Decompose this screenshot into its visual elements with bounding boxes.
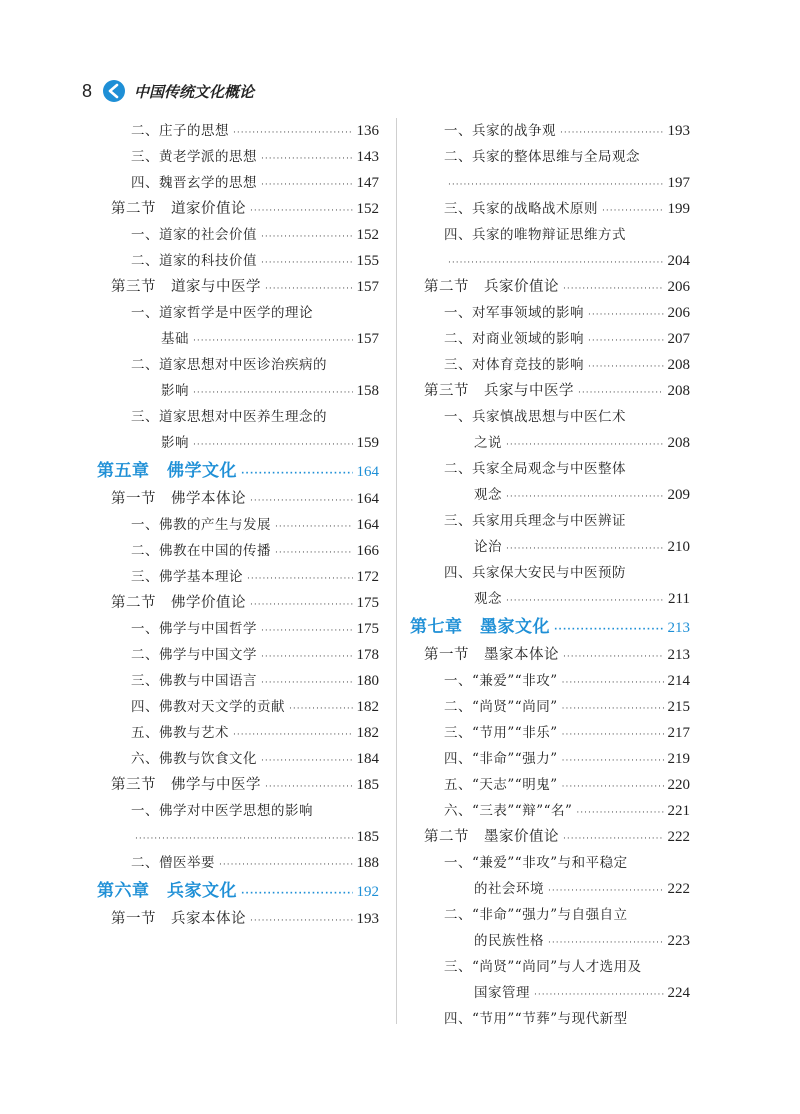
toc-entry[interactable] xyxy=(97,798,379,824)
toc-entry[interactable] xyxy=(97,222,379,248)
toc-entry-continuation[interactable] xyxy=(410,980,690,1006)
toc-entry[interactable] xyxy=(410,326,690,352)
toc-page-number: 204 xyxy=(667,253,690,269)
dot-leader xyxy=(233,120,353,146)
toc-entry-title: 二、对商业领域的影响 xyxy=(444,331,584,347)
toc-page-number: 172 xyxy=(356,569,379,585)
dot-leader xyxy=(588,328,664,354)
toc-page-number: 209 xyxy=(667,487,690,503)
toc-entry[interactable] xyxy=(97,538,379,564)
toc-section[interactable] xyxy=(97,590,379,616)
toc-entry[interactable] xyxy=(410,954,690,980)
dot-leader xyxy=(289,696,353,722)
toc-page-number: 152 xyxy=(356,201,379,217)
toc-entry[interactable] xyxy=(97,300,379,326)
toc-entry-title: 二、兵家的整体思维与全局观念 xyxy=(444,149,640,165)
dot-leader xyxy=(562,722,664,748)
toc-entry-title: 二、佛教在中国的传播 xyxy=(131,543,271,559)
toc-entry-title: 一、“兼爱”“非攻” xyxy=(444,673,558,689)
page-number: 8 xyxy=(82,80,93,101)
toc-entry-continuation[interactable] xyxy=(410,482,690,508)
toc-entry-title: 四、兵家保大安民与中医预防 xyxy=(444,565,626,581)
toc-entry[interactable] xyxy=(97,720,379,746)
toc-page-number: 136 xyxy=(356,123,379,139)
toc-entry-title: 四、“非命”“强力” xyxy=(444,751,558,767)
toc-page-number: 193 xyxy=(667,123,690,139)
toc-entry[interactable] xyxy=(97,170,379,196)
toc-entry-title: 基础 xyxy=(161,331,189,347)
dot-leader xyxy=(233,722,353,748)
toc-page-number: 175 xyxy=(356,621,379,637)
toc-entry-continuation[interactable] xyxy=(410,586,690,612)
toc-entry-title: 四、“节用”“节葬”与现代新型 xyxy=(444,1011,628,1027)
toc-entry-continuation[interactable] xyxy=(97,430,379,456)
toc-page-number: 208 xyxy=(667,435,690,451)
toc-entry-title: 五、“天志”“明鬼” xyxy=(444,777,558,793)
toc-page-number: 208 xyxy=(667,357,690,373)
toc-entry[interactable] xyxy=(410,1006,690,1032)
dot-leader xyxy=(265,774,353,800)
dot-leader xyxy=(506,588,664,614)
toc-entry-title: 一、“兼爱”“非攻”与和平稳定 xyxy=(444,855,628,871)
toc-entry[interactable] xyxy=(97,118,379,144)
toc-page-number: 207 xyxy=(667,331,690,347)
toc-entry[interactable] xyxy=(410,902,690,928)
toc-entry[interactable] xyxy=(410,118,690,144)
toc-entry-title: 一、兵家慎战思想与中医仁术 xyxy=(444,409,626,425)
toc-entry[interactable] xyxy=(410,850,690,876)
toc-entry-title: 第三节 佛学与中医学 xyxy=(111,777,261,793)
dot-leader xyxy=(560,120,664,146)
dot-leader xyxy=(250,592,353,618)
dot-leader xyxy=(563,276,664,302)
toc-page-number: 219 xyxy=(667,751,690,767)
toc-entry-title: 二、“非命”“强力”与自强自立 xyxy=(444,907,628,923)
toc-entry[interactable] xyxy=(97,248,379,274)
dot-leader xyxy=(534,982,664,1008)
toc-entry-title: 之说 xyxy=(474,435,502,451)
toc-entry[interactable] xyxy=(97,144,379,170)
toc-entry[interactable] xyxy=(97,404,379,430)
toc-entry-title: 三、佛教与中国语言 xyxy=(131,673,257,689)
toc-entry-title: 三、黄老学派的思想 xyxy=(131,149,257,165)
dot-leader xyxy=(193,380,353,406)
toc-entry-continuation[interactable] xyxy=(410,170,690,196)
toc-page-number: 221 xyxy=(667,803,690,819)
toc-page-number: 152 xyxy=(356,227,379,243)
toc-entry[interactable] xyxy=(410,300,690,326)
dot-leader xyxy=(548,878,664,904)
toc-page-number: 222 xyxy=(667,881,690,897)
toc-page-number: 217 xyxy=(667,725,690,741)
toc-entry-title: 二、道家思想对中医诊治疾病的 xyxy=(131,357,327,373)
toc-entry[interactable] xyxy=(97,616,379,642)
dot-leader xyxy=(261,224,353,250)
toc-page-number: 193 xyxy=(356,911,379,927)
toc-section[interactable] xyxy=(410,824,690,850)
toc-entry-continuation[interactable] xyxy=(97,824,379,850)
toc-entry-title: 一、佛学对中医学思想的影响 xyxy=(131,803,313,819)
toc-entry-title: 三、对体育竞技的影响 xyxy=(444,357,584,373)
toc-section[interactable] xyxy=(97,196,379,222)
toc-chapter[interactable] xyxy=(97,876,379,906)
toc-page-number: 222 xyxy=(667,829,690,845)
toc-entry[interactable] xyxy=(97,746,379,772)
dot-leader xyxy=(250,488,353,514)
dot-leader xyxy=(506,432,664,458)
running-header xyxy=(82,76,254,106)
toc-entry-continuation[interactable] xyxy=(410,534,690,560)
toc-page-number: 213 xyxy=(667,647,690,663)
toc-entry[interactable] xyxy=(410,508,690,534)
toc-chapter[interactable] xyxy=(410,612,690,642)
toc-left-column xyxy=(97,118,379,932)
toc-section[interactable] xyxy=(410,274,690,300)
toc-entry-continuation[interactable] xyxy=(410,248,690,274)
dot-leader xyxy=(275,540,353,566)
toc-entry-title: 第二节 道家价值论 xyxy=(111,201,246,217)
toc-entry-title: 二、“尚贤”“尚同” xyxy=(444,699,558,715)
toc-entry-title: 论治 xyxy=(474,539,502,555)
dot-leader xyxy=(562,748,664,774)
dot-leader xyxy=(448,250,664,276)
dot-leader xyxy=(602,198,664,224)
dot-leader xyxy=(506,484,664,510)
toc-page-number: 159 xyxy=(356,435,379,451)
toc-entry[interactable] xyxy=(410,668,690,694)
toc-entry[interactable] xyxy=(97,668,379,694)
toc-entry-title: 影响 xyxy=(161,435,189,451)
toc-entry-title: 五、佛教与艺术 xyxy=(131,725,229,741)
back-arrow-icon xyxy=(102,79,126,103)
toc-entry[interactable] xyxy=(410,720,690,746)
toc-entry-title: 二、僧医举要 xyxy=(131,855,215,871)
toc-entry-title: 六、佛教与饮食文化 xyxy=(131,751,257,767)
toc-page-number: 214 xyxy=(667,673,690,689)
dot-leader xyxy=(576,800,663,826)
toc-page-number: 213 xyxy=(667,620,690,636)
toc-entry-title: 四、兵家的唯物辩证思维方式 xyxy=(444,227,626,243)
toc-entry-title: 第六章 兵家文化 xyxy=(97,881,237,901)
toc-entry-title: 三、兵家的战略战术原则 xyxy=(444,201,598,217)
dot-leader xyxy=(578,380,664,406)
toc-entry[interactable] xyxy=(410,222,690,248)
toc-entry-title: 第二节 墨家价值论 xyxy=(424,829,559,845)
toc-page-number: 164 xyxy=(356,491,379,507)
dot-leader xyxy=(193,328,353,354)
toc-entry-title: 观念 xyxy=(474,487,502,503)
dot-leader xyxy=(265,276,353,302)
toc-entry-title: 一、道家的社会价值 xyxy=(131,227,257,243)
toc-section[interactable] xyxy=(410,378,690,404)
toc-entry[interactable] xyxy=(410,560,690,586)
toc-page-number: 182 xyxy=(356,699,379,715)
dot-leader xyxy=(563,644,664,670)
toc-entry-title: 第五章 佛学文化 xyxy=(97,461,237,481)
toc-section[interactable] xyxy=(97,906,379,932)
toc-page-number: 210 xyxy=(667,539,690,555)
toc-entry[interactable] xyxy=(410,352,690,378)
dot-leader xyxy=(563,826,664,852)
toc-section[interactable] xyxy=(97,772,379,798)
toc-page-number: 192 xyxy=(356,884,379,900)
toc-entry-title: 四、魏晋玄学的思想 xyxy=(131,175,257,191)
toc-entry-title: 第一节 佛学本体论 xyxy=(111,491,246,507)
dot-leader xyxy=(250,198,353,224)
toc-entry-continuation[interactable] xyxy=(97,326,379,352)
toc-page-number: 166 xyxy=(356,543,379,559)
toc-section[interactable] xyxy=(97,486,379,512)
toc-page-number: 178 xyxy=(356,647,379,663)
dot-leader xyxy=(241,879,353,909)
toc-page-number: 143 xyxy=(356,149,379,165)
toc-entry-title: 的社会环境 xyxy=(474,881,544,897)
toc-entry-continuation[interactable] xyxy=(410,928,690,954)
toc-entry-continuation[interactable] xyxy=(410,430,690,456)
dot-leader xyxy=(261,670,353,696)
dot-leader xyxy=(241,459,353,489)
toc-page-number: 197 xyxy=(667,175,690,191)
dot-leader xyxy=(261,618,353,644)
toc-page-number: 206 xyxy=(667,279,690,295)
toc-entry-title: 一、佛学与中国哲学 xyxy=(131,621,257,637)
toc-entry-title: 第一节 墨家本体论 xyxy=(424,647,559,663)
dot-leader xyxy=(562,696,664,722)
toc-entry-title: 第七章 墨家文化 xyxy=(410,617,550,637)
toc-entry-continuation[interactable] xyxy=(97,378,379,404)
dot-leader xyxy=(554,615,664,645)
toc-entry[interactable] xyxy=(410,746,690,772)
dot-leader xyxy=(193,432,353,458)
toc-page-number: 208 xyxy=(667,383,690,399)
column-divider xyxy=(396,118,397,1024)
toc-entry-title: 三、佛学基本理论 xyxy=(131,569,243,585)
toc-entry[interactable] xyxy=(97,352,379,378)
toc-entry[interactable] xyxy=(97,564,379,590)
toc-page-number: 185 xyxy=(356,829,379,845)
book-title: 中国传统文化概论 xyxy=(134,82,255,101)
toc-page-number: 215 xyxy=(667,699,690,715)
toc-entry-title: 影响 xyxy=(161,383,189,399)
toc-entry-title: 六、“三表”“辩”“名” xyxy=(444,803,573,819)
dot-leader xyxy=(135,826,353,852)
toc-page-number: 184 xyxy=(356,751,379,767)
toc-entry-title: 三、道家思想对中医养生理念的 xyxy=(131,409,327,425)
toc-entry-title: 四、佛教对天文学的贡献 xyxy=(131,699,285,715)
toc-entry[interactable] xyxy=(410,456,690,482)
toc-page-number: 155 xyxy=(356,253,379,269)
dot-leader xyxy=(219,852,353,878)
dot-leader xyxy=(247,566,353,592)
toc-page-number: 211 xyxy=(668,591,690,607)
dot-leader xyxy=(275,514,353,540)
toc-entry-title: 第一节 兵家本体论 xyxy=(111,911,246,927)
dot-leader xyxy=(261,146,353,172)
toc-page-number: 157 xyxy=(356,331,379,347)
toc-entry[interactable] xyxy=(97,642,379,668)
toc-entry-title: 的民族性格 xyxy=(474,933,544,949)
toc-entry-title: 第三节 道家与中医学 xyxy=(111,279,261,295)
toc-entry[interactable] xyxy=(410,196,690,222)
toc-entry-title: 第二节 佛学价值论 xyxy=(111,595,246,611)
toc-entry-title: 一、道家哲学是中医学的理论 xyxy=(131,305,313,321)
toc-entry-title: 二、佛学与中国文学 xyxy=(131,647,257,663)
toc-page-number: 206 xyxy=(667,305,690,321)
toc-entry-title: 观念 xyxy=(474,591,502,607)
toc-entry-title: 三、“尚贤”“尚同”与人才选用及 xyxy=(444,959,642,975)
toc-entry-title: 一、对军事领域的影响 xyxy=(444,305,584,321)
toc-page-number: 224 xyxy=(667,985,690,1001)
toc-right-column xyxy=(410,118,690,1032)
dot-leader xyxy=(506,536,664,562)
toc-entry-title: 一、兵家的战争观 xyxy=(444,123,556,139)
toc-page-number: 157 xyxy=(356,279,379,295)
toc-page-number: 182 xyxy=(356,725,379,741)
toc-entry-title: 第三节 兵家与中医学 xyxy=(424,383,574,399)
toc-entry[interactable] xyxy=(410,144,690,170)
dot-leader xyxy=(588,354,664,380)
toc-page-number: 188 xyxy=(356,855,379,871)
toc-page-number: 175 xyxy=(356,595,379,611)
toc-entry-title: 国家管理 xyxy=(474,985,530,1001)
toc-page-number: 147 xyxy=(356,175,379,191)
toc-entry-title: 第二节 兵家价值论 xyxy=(424,279,559,295)
toc-section[interactable] xyxy=(410,642,690,668)
dot-leader xyxy=(261,172,353,198)
dot-leader xyxy=(588,302,664,328)
dot-leader xyxy=(250,908,353,934)
toc-page-number: 180 xyxy=(356,673,379,689)
dot-leader xyxy=(261,644,353,670)
toc-page-number: 220 xyxy=(667,777,690,793)
toc-entry[interactable] xyxy=(97,850,379,876)
toc-entry-continuation[interactable] xyxy=(410,876,690,902)
toc-entry[interactable] xyxy=(410,772,690,798)
dot-leader xyxy=(562,670,664,696)
dot-leader xyxy=(448,172,664,198)
dot-leader xyxy=(261,748,353,774)
toc-page-number: 158 xyxy=(356,383,379,399)
toc-page-number: 223 xyxy=(667,933,690,949)
dot-leader xyxy=(261,250,353,276)
dot-leader xyxy=(548,930,664,956)
toc-entry-title: 二、兵家全局观念与中医整体 xyxy=(444,461,626,477)
toc-page-number: 185 xyxy=(356,777,379,793)
toc-entry-title: 三、“节用”“非乐” xyxy=(444,725,558,741)
toc-entry[interactable] xyxy=(410,694,690,720)
toc-chapter[interactable] xyxy=(97,456,379,486)
toc-entry-title: 一、佛教的产生与发展 xyxy=(131,517,271,533)
toc-entry-title: 二、道家的科技价值 xyxy=(131,253,257,269)
toc-entry[interactable] xyxy=(410,404,690,430)
toc-entry-title: 二、庄子的思想 xyxy=(131,123,229,139)
toc-page-number: 164 xyxy=(356,464,379,480)
toc-entry-title: 三、兵家用兵理念与中医辨证 xyxy=(444,513,626,529)
toc-entry[interactable] xyxy=(97,512,379,538)
dot-leader xyxy=(562,774,664,800)
toc-entry[interactable] xyxy=(410,798,690,824)
toc-page-number: 199 xyxy=(667,201,690,217)
toc-section[interactable] xyxy=(97,274,379,300)
toc-entry[interactable] xyxy=(97,694,379,720)
toc-page-number: 164 xyxy=(356,517,379,533)
